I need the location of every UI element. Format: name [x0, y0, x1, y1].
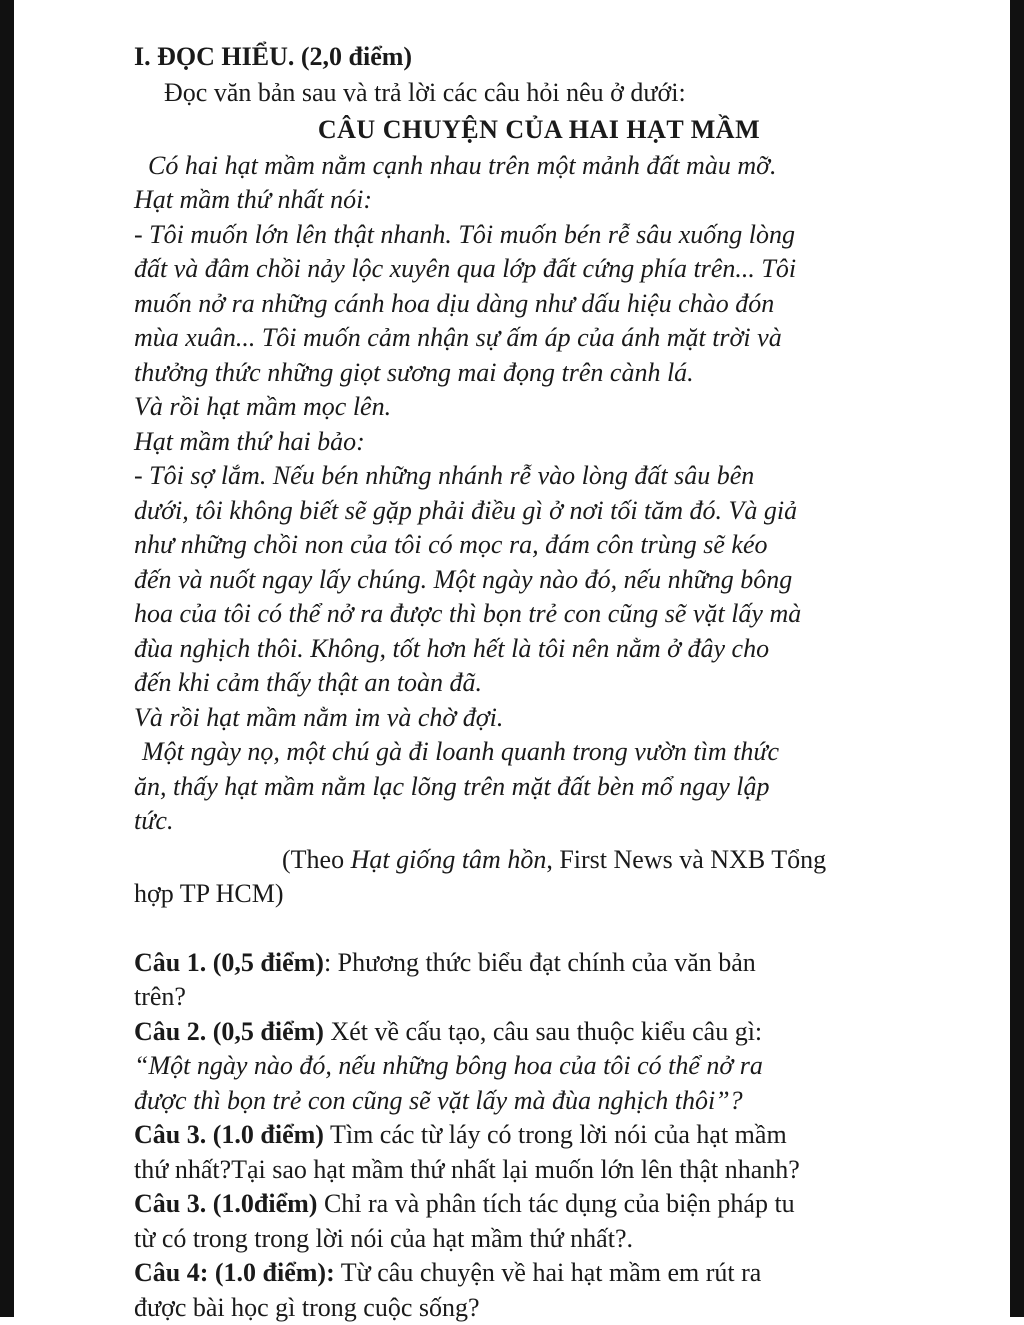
question-text: Tìm các từ láy có trong lời nói của hạt mầm [324, 1120, 787, 1149]
story-line: muốn nở ra những cánh hoa dịu dàng như dấu hiệu chào đón [134, 287, 904, 322]
question-2-quote: “Một ngày nào đó, nếu những bông hoa của tôi có thể nở ra [134, 1049, 904, 1084]
question-label: Câu 4: (1.0 điểm): [134, 1258, 335, 1287]
question-label: Câu 3. (1.0điểm) [134, 1189, 317, 1218]
right-border [1010, 0, 1024, 1317]
story-title: CÂU CHUYỆN CỦA HAI HẠT MẦM [134, 111, 904, 149]
source-suffix: , First News và NXB Tổng [546, 845, 826, 874]
story-line: mùa xuân... Tôi muốn cảm nhận sự ấm áp của ánh mặt trời và [134, 321, 904, 356]
story-line: như những chồi non của tôi có mọc ra, đám côn trùng sẽ kéo [134, 528, 904, 563]
story-line: - Tôi sợ lắm. Nếu bén những nhánh rễ vào lòng đất sâu bên [134, 459, 904, 494]
question-4 [134, 1256, 904, 1291]
question-1-cont: trên? [134, 980, 904, 1015]
question-2 [134, 1015, 904, 1050]
story-body [134, 149, 904, 839]
question-label: Câu 1. (0,5 điểm) [134, 948, 324, 977]
story-line: thưởng thức những giọt sương mai đọng trên cành lá. [134, 356, 904, 391]
question-text: Chỉ ra và phân tích tác dụng của biện pháp tu [317, 1189, 794, 1218]
story-line: Có hai hạt mầm nằm cạnh nhau trên một mảnh đất màu mỡ. [134, 149, 904, 184]
story-line: Một ngày nọ, một chú gà đi loanh quanh trong vườn tìm thức [134, 735, 904, 770]
story-line: đến và nuốt ngay lấy chúng. Một ngày nào đó, nếu những bông [134, 563, 904, 598]
story-line: Hạt mầm thứ nhất nói: [134, 183, 904, 218]
story-line: ăn, thấy hạt mầm nằm lạc lõng trên mặt đất bèn mổ ngay lập [134, 770, 904, 805]
instruction: Đọc văn bản sau và trả lời các câu hỏi nêu ở dưới: [134, 76, 904, 111]
story-line: hoa của tôi có thể nở ra được thì bọn trẻ con cũng sẽ vặt lấy mà [134, 597, 904, 632]
story-line: Và rồi hạt mầm mọc lên. [134, 390, 904, 425]
document-page [134, 30, 904, 1325]
section-heading: I. ĐỌC HIỂU. (2,0 điểm) [134, 38, 904, 76]
question-3-cont: thứ nhất?Tại sao hạt mầm thứ nhất lại muốn lớn lên thật nhanh? [134, 1153, 904, 1188]
question-2-quote-cont: được thì bọn trẻ con cũng sẽ vặt lấy mà đùa nghịch thôi”? [134, 1084, 904, 1119]
source-book-title: Hạt giống tâm hồn [351, 845, 547, 874]
story-line: - Tôi muốn lớn lên thật nhanh. Tôi muốn bén rễ sâu xuống lòng [134, 218, 904, 253]
question-3b [134, 1187, 904, 1222]
story-line: Và rồi hạt mầm nằm im và chờ đợi. [134, 701, 904, 736]
story-line: dưới, tôi không biết sẽ gặp phải điều gì ở nơi tối tăm đó. Và giả [134, 494, 904, 529]
source-citation-cont: hợp TP HCM) [134, 877, 904, 912]
question-list [134, 946, 904, 1325]
question-text: Từ câu chuyện về hai hạt mầm em rút ra [335, 1258, 762, 1287]
question-4-cont: được bài học gì trong cuộc sống? [134, 1291, 904, 1325]
story-line: đến khi cảm thấy thật an toàn đã. [134, 666, 904, 701]
source-prefix: (Theo [282, 845, 351, 874]
question-3b-cont: từ có trong trong lời nói của hạt mầm thứ nhất?. [134, 1222, 904, 1257]
question-1 [134, 946, 904, 981]
story-line: đùa nghịch thôi. Không, tốt hơn hết là tôi nên nằm ở đây cho [134, 632, 904, 667]
source-citation [134, 843, 904, 878]
story-line: tức. [134, 804, 904, 839]
story-line: đất và đâm chồi nảy lộc xuyên qua lớp đất cứng phía trên... Tôi [134, 252, 904, 287]
question-text: : Phương thức biểu đạt chính của văn bản [324, 948, 756, 977]
question-label: Câu 3. (1.0 điểm) [134, 1120, 324, 1149]
spacer [134, 912, 904, 946]
question-3 [134, 1118, 904, 1153]
question-text: Xét về cấu tạo, câu sau thuộc kiểu câu gì: [324, 1017, 762, 1046]
left-border [0, 0, 14, 1317]
question-label: Câu 2. (0,5 điểm) [134, 1017, 324, 1046]
story-line: Hạt mầm thứ hai bảo: [134, 425, 904, 460]
